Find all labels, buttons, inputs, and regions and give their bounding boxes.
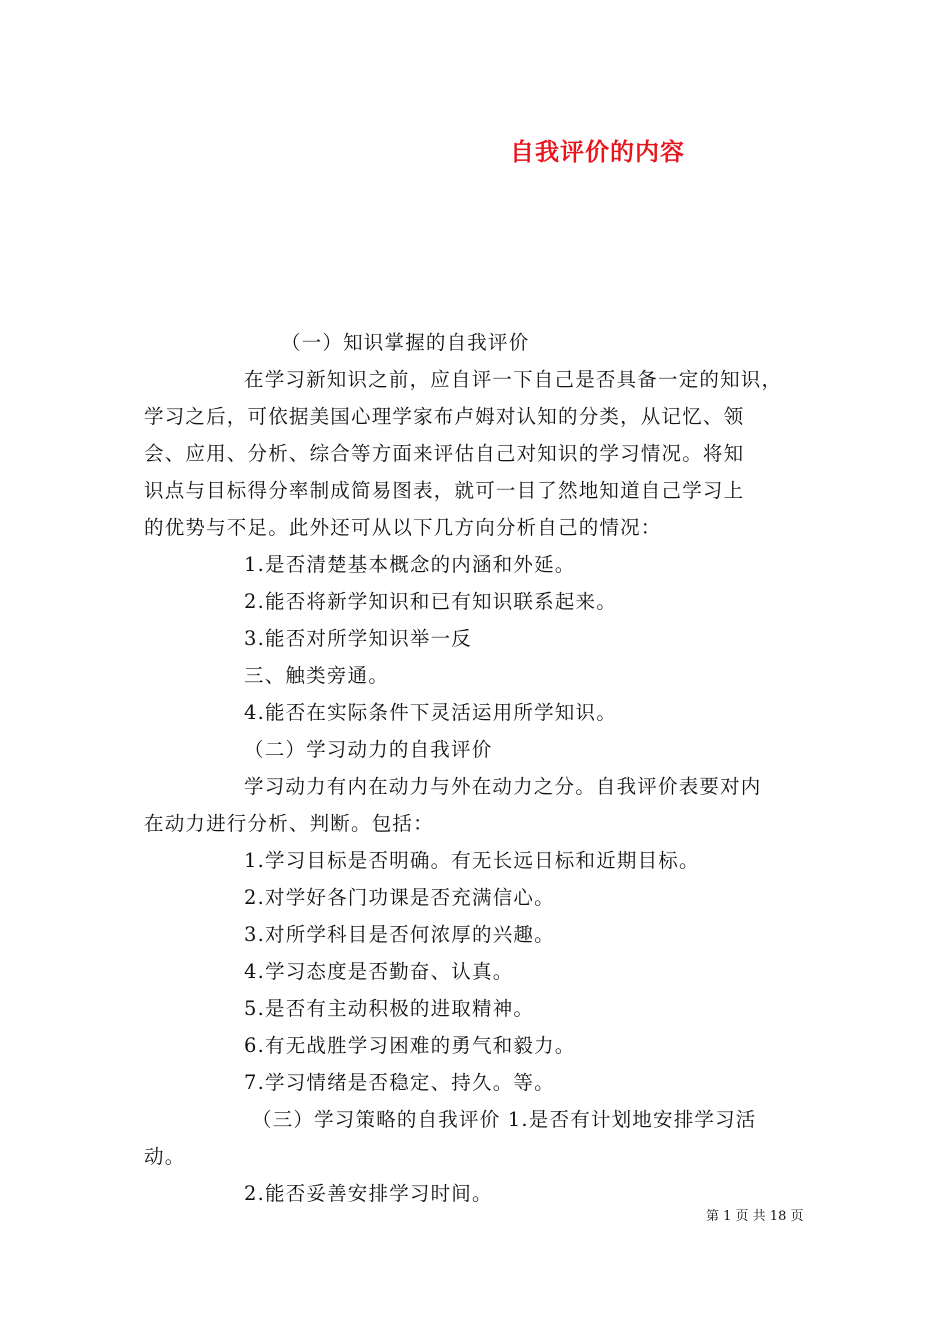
list-item: 5.是否有主动积极的进取精神。 [244,997,535,1020]
section-heading-strategy: （三）学习策略的自我评价 1.是否有计划地安排学习活 [252,1108,757,1131]
paragraph-line: 识点与目标得分率制成简易图表，就可一目了然地知道自己学习上 [144,479,745,502]
paragraph-line: 在动力进行分析、判断。包括： [144,812,434,835]
paragraph-line: 会、应用、分析、综合等方面来评估自己对知识的学习情况。将知 [144,442,745,465]
paragraph-line: 的优势与不足。此外还可从以下几方向分析自己的情况： [144,516,662,539]
paragraph-line: 学习之后，可依据美国心理学家布卢姆对认知的分类，从记忆、领 [144,405,745,428]
paragraph-line: 学习动力有内在动力与外在动力之分。自我评价表要对内 [244,775,762,798]
list-item: 7.学习情绪是否稳定、持久。等。 [244,1071,555,1094]
list-item: 1.学习目标是否明确。有无长远日标和近期目标。 [244,849,700,872]
list-item: 4.学习态度是否勤奋、认真。 [244,960,514,983]
list-item: 3.能否对所学知识举一反 [244,627,473,650]
list-item: 2.能否将新学知识和已有知识联系起来。 [244,590,617,613]
list-item: 4.能否在实际条件下灵活运用所学知识。 [244,701,617,724]
list-item: 6.有无战胜学习困难的勇气和毅力。 [244,1034,576,1057]
section-heading-knowledge: （一）知识掌握的自我评价 [281,331,530,354]
list-item: 三、触类旁通。 [244,664,389,687]
document-title: 自我评价的内容 [510,137,685,166]
page-number-footer: 第 1 页 共 18 页 [706,1209,804,1224]
list-item: 2.能否妥善安排学习时间。 [244,1182,493,1205]
document-body [144,324,814,1212]
section-heading-motivation: （二）学习动力的自我评价 [244,738,493,761]
paragraph-line: 动。 [144,1145,186,1168]
list-item: 2.对学好各门功课是否充满信心。 [244,886,555,909]
paragraph-line: 在学习新知识之前，应自评一下自己是否具备一定的知识， [244,368,783,391]
list-item: 3.对所学科目是否何浓厚的兴趣。 [244,923,555,946]
list-item: 1.是否清楚基本概念的内涵和外延。 [244,553,576,576]
